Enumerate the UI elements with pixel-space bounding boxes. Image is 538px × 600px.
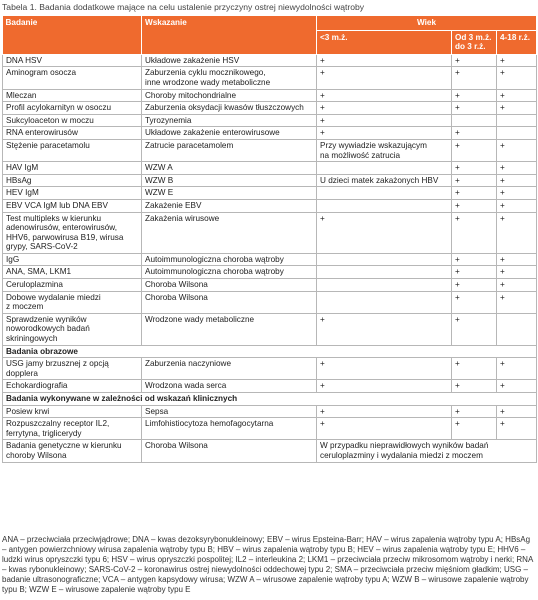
section-imaging-label: Badania obrazowe	[3, 345, 537, 358]
table-row	[3, 187, 537, 200]
cell-age-4-18y: +	[497, 291, 537, 313]
cell-age-3m-3y: +	[452, 266, 497, 279]
cell-badanie: Sprawdzenie wyników noworodkowych badań skriningowych	[3, 313, 142, 345]
cell-age-under-3m	[317, 266, 452, 279]
cell-age-3m-3y: +	[452, 199, 497, 212]
cell-age-under-3m: +	[317, 67, 452, 89]
table-row	[3, 279, 537, 292]
header-age-3m-3y	[452, 30, 497, 54]
table-row	[3, 174, 537, 187]
cell-age-under-3m: +	[317, 405, 452, 418]
header-age-3m-3y-line1: Od 3 m.ż.	[455, 32, 492, 42]
table-row	[3, 418, 537, 440]
cell-age-3m-3y: +	[452, 187, 497, 200]
table-row	[3, 405, 537, 418]
table-row	[3, 291, 537, 313]
cell-age-under-3m	[317, 199, 452, 212]
cell-age-4-18y: +	[497, 358, 537, 380]
table-caption: Tabela 1. Badania dodatkowe mające na celu ustalenie przyczyny ostrej niewydolności wątroby	[2, 2, 365, 12]
cell-age-4-18y: +	[497, 187, 537, 200]
cell-wskazanie: Choroba Wilsona	[142, 279, 317, 292]
table-row	[3, 380, 537, 393]
cell-wskazanie: Zaburzenia oksydacji kwasów tłuszczowych	[142, 102, 317, 115]
cell-age-3m-3y: +	[452, 67, 497, 89]
header-badanie: Badanie	[3, 16, 142, 54]
cell-badanie: Badania genetyczne w kierunku choroby Wilsona	[3, 440, 142, 462]
table-row	[3, 313, 537, 345]
cell-wskazanie: Zaburzenia cyklu mocznikowego, inne wrodzone wady metaboliczne	[142, 67, 317, 89]
table-row	[3, 127, 537, 140]
cell-badanie: Rozpuszczalny receptor IL2, ferrytyna, triglicerydy	[3, 418, 142, 440]
table-row	[3, 440, 537, 462]
cell-age-4-18y: +	[497, 139, 537, 161]
cell-age-4-18y: +	[497, 418, 537, 440]
cell-badanie: HEV IgM	[3, 187, 142, 200]
table-row	[3, 89, 537, 102]
cell-age-4-18y: +	[497, 279, 537, 292]
cell-wskazanie: WZW A	[142, 162, 317, 175]
cell-age-3m-3y: +	[452, 253, 497, 266]
cell-age-3m-3y: +	[452, 313, 497, 345]
cell-wskazanie: Autoimmunologiczna choroba wątroby	[142, 266, 317, 279]
table-row	[3, 212, 537, 253]
section-imaging	[3, 345, 537, 358]
cell-badanie: USG jamy brzusznej z opcją dopplera	[3, 358, 142, 380]
cell-wskazanie: Limfohistiocytoza hemofagocytarna	[142, 418, 317, 440]
cell-badanie: Mleczan	[3, 89, 142, 102]
cell-wskazanie: Układowe zakażenie enterowirusowe	[142, 127, 317, 140]
cell-badanie: EBV VCA IgM lub DNA EBV	[3, 199, 142, 212]
cell-badanie: Echokardiografia	[3, 380, 142, 393]
section-clinical-label: Badania wykonywane w zależności od wskazań klinicznych	[3, 393, 537, 406]
cell-age-3m-3y: +	[452, 102, 497, 115]
cell-age-4-18y: +	[497, 67, 537, 89]
table-row	[3, 266, 537, 279]
diagnostics-table	[2, 16, 537, 463]
table-row	[3, 139, 537, 161]
cell-age-4-18y: +	[497, 380, 537, 393]
cell-age-4-18y	[497, 127, 537, 140]
cell-wskazanie: Zakażenia wirusowe	[142, 212, 317, 253]
cell-age-under-3m: +	[317, 418, 452, 440]
cell-age-4-18y: +	[497, 405, 537, 418]
cell-age-4-18y: +	[497, 89, 537, 102]
cell-badanie: Stężenie paracetamolu	[3, 139, 142, 161]
cell-wskazanie: Wrodzona wada serca	[142, 380, 317, 393]
table-row	[3, 102, 537, 115]
cell-age-under-3m: +	[317, 212, 452, 253]
header-age-3m-3y-line2: do 3 r.ż.	[455, 42, 486, 52]
cell-wskazanie: Zakażenie EBV	[142, 199, 317, 212]
section-clinical	[3, 393, 537, 406]
cell-age-under-3m: +	[317, 313, 452, 345]
cell-wskazanie: WZW B	[142, 174, 317, 187]
cell-wskazanie: Sepsa	[142, 405, 317, 418]
cell-age-under-3m: +	[317, 127, 452, 140]
header-wiek: Wiek	[317, 16, 537, 30]
cell-age-under-3m	[317, 253, 452, 266]
cell-age-4-18y: +	[497, 253, 537, 266]
cell-age-3m-3y	[452, 114, 497, 127]
cell-age-3m-3y: +	[452, 405, 497, 418]
cell-age-under-3m: Przy wywiadzie wskazującym na możliwość zatrucia	[317, 139, 452, 161]
cell-age-3m-3y: +	[452, 291, 497, 313]
cell-age-3m-3y: +	[452, 162, 497, 175]
cell-badanie: IgG	[3, 253, 142, 266]
cell-merged-ages: W przypadku nieprawidłowych wyników badań ceruloplazminy i wydalania miedzi z moczem	[317, 440, 537, 462]
cell-age-under-3m: +	[317, 114, 452, 127]
cell-age-4-18y: +	[497, 102, 537, 115]
cell-badanie: Sukcyloaceton w moczu	[3, 114, 142, 127]
cell-age-4-18y: +	[497, 162, 537, 175]
header-age-under-3m: <3 m.ż.	[317, 30, 452, 54]
cell-wskazanie: Choroby mitochondrialne	[142, 89, 317, 102]
cell-age-under-3m: +	[317, 358, 452, 380]
table-row	[3, 114, 537, 127]
cell-wskazanie: Zaburzenia naczyniowe	[142, 358, 317, 380]
cell-age-3m-3y: +	[452, 358, 497, 380]
cell-age-under-3m	[317, 162, 452, 175]
table-row	[3, 253, 537, 266]
cell-wskazanie: Autoimmunologiczna choroba wątroby	[142, 253, 317, 266]
cell-wskazanie: Układowe zakażenie HSV	[142, 54, 317, 67]
cell-age-3m-3y: +	[452, 380, 497, 393]
cell-badanie: Dobowe wydalanie miedzi z moczem	[3, 291, 142, 313]
cell-age-4-18y: +	[497, 212, 537, 253]
cell-age-3m-3y: +	[452, 174, 497, 187]
cell-wskazanie: Zatrucie paracetamolem	[142, 139, 317, 161]
cell-age-4-18y: +	[497, 199, 537, 212]
table-row	[3, 162, 537, 175]
cell-badanie: ANA, SMA, LKM1	[3, 266, 142, 279]
cell-age-4-18y: +	[497, 266, 537, 279]
cell-wskazanie: Tyrozynemia	[142, 114, 317, 127]
cell-badanie: RNA enterowirusów	[3, 127, 142, 140]
footnote: ANA – przeciwciała przeciwjądrowe; DNA – kwas dezoksyrybonukleinowy; EBV – wirus Epsteina-Barr; HAV – wirus zapalenia wątroby typu A; HBsAg – antygen powierzchniowy wirusa zapalenia wątroby typu B; HBV – wirus zapalenia wątroby typu B; HEV – wirus zapalenia wątroby typu E; HHV6 – ludzki wirus opryszczki typu 6; HSV – wirus opryszczki pospolitej; IL2 – interleukina 2; LKM1 – przeciwciała przeciw mikrosomom wątroby i nerki; RNA – kwas rybonukleinowy; SARS-CoV-2 – koronawirus ostrej niewydolności oddechowej typu 2; SMA – przeciwciała przeciw mięśniom gładkim; USG – badanie ultrasonograficzne; VCA – antygen kapsydowy wirusa; WZW A – wirusowe zapalenie wątroby typu A; WZW B – wirusowe zapalenie wątroby typu B; WZW E – wirusowe zapalenie wątroby typu E	[2, 535, 533, 594]
cell-age-under-3m	[317, 291, 452, 313]
cell-age-under-3m	[317, 187, 452, 200]
cell-age-under-3m: +	[317, 54, 452, 67]
cell-age-3m-3y: +	[452, 212, 497, 253]
header-wskazanie: Wskazanie	[142, 16, 317, 54]
cell-age-4-18y	[497, 313, 537, 345]
cell-badanie: HBsAg	[3, 174, 142, 187]
cell-badanie: DNA HSV	[3, 54, 142, 67]
cell-wskazanie: Choroba Wilsona	[142, 440, 317, 462]
cell-age-4-18y: +	[497, 54, 537, 67]
cell-age-under-3m: U dzieci matek zakażonych HBV	[317, 174, 452, 187]
cell-age-3m-3y: +	[452, 279, 497, 292]
cell-wskazanie: Wrodzone wady metaboliczne	[142, 313, 317, 345]
cell-wskazanie: WZW E	[142, 187, 317, 200]
cell-age-3m-3y: +	[452, 54, 497, 67]
cell-badanie: HAV IgM	[3, 162, 142, 175]
table-row	[3, 358, 537, 380]
cell-age-under-3m: +	[317, 89, 452, 102]
cell-age-3m-3y: +	[452, 89, 497, 102]
header-age-4-18y: 4-18 r.ż.	[497, 30, 537, 54]
cell-age-under-3m: +	[317, 380, 452, 393]
cell-age-4-18y	[497, 114, 537, 127]
cell-badanie: Posiew krwi	[3, 405, 142, 418]
cell-age-3m-3y: +	[452, 139, 497, 161]
cell-badanie: Test multipleks w kierunku adenowirusów, enterowirusów, HHV6, parwowirusa B19, wirusa grypy, SARS-CoV-2	[3, 212, 142, 253]
cell-age-3m-3y: +	[452, 418, 497, 440]
cell-age-under-3m: +	[317, 102, 452, 115]
cell-age-4-18y: +	[497, 174, 537, 187]
cell-wskazanie: Choroba Wilsona	[142, 291, 317, 313]
cell-badanie: Profil acylokarnityn w osoczu	[3, 102, 142, 115]
table-row	[3, 67, 537, 89]
cell-age-3m-3y: +	[452, 127, 497, 140]
cell-age-under-3m	[317, 279, 452, 292]
cell-badanie: Aminogram osocza	[3, 67, 142, 89]
table-row	[3, 199, 537, 212]
table-row	[3, 54, 537, 67]
cell-badanie: Ceruloplazmina	[3, 279, 142, 292]
